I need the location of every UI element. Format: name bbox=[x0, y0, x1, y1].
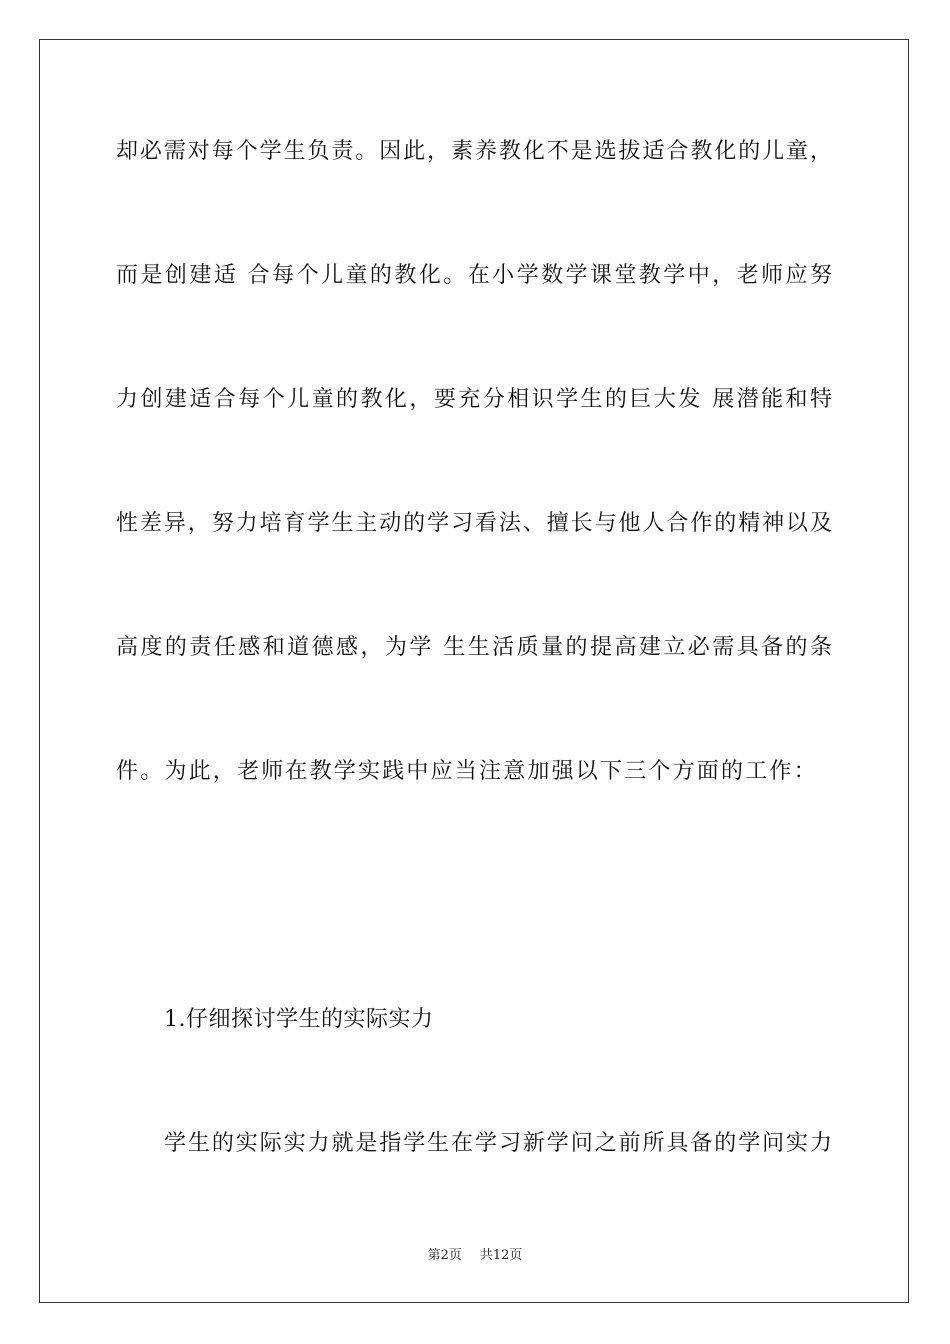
paragraph-line-2: 而是创建适 合每个儿童的教化。在小学数学课堂教学中，老师应努 bbox=[116, 263, 832, 288]
paragraph-line-1: 却必需对每个学生负责。因此，素养教化不是选拔适合教化的儿童， bbox=[116, 139, 832, 164]
paragraph-line-3: 力创建适合每个儿童的教化，要充分相识学生的巨大发 展潜能和特 bbox=[116, 387, 832, 412]
section-paragraph-line-1: 学生的实际实力就是指学生在学习新学问之前所具备的学问实力 bbox=[164, 1131, 832, 1156]
paragraph-line-4: 性差异，努力培育学生主动的学习看法、擅长与他人合作的精神以及 bbox=[116, 511, 832, 536]
section-heading: 1.仔细探讨学生的实际实力 bbox=[164, 1007, 434, 1032]
total-pages: 共12页 bbox=[479, 1248, 523, 1263]
page-number: 第2页 bbox=[427, 1248, 462, 1263]
page-footer bbox=[0, 1247, 950, 1265]
page-border bbox=[39, 39, 909, 1303]
paragraph-line-5: 高度的责任感和道德感，为学 生生活质量的提高建立必需具备的条 bbox=[116, 635, 832, 660]
paragraph-line-6: 件。为此，老师在教学实践中应当注意加强以下三个方面的工作： bbox=[116, 759, 818, 784]
